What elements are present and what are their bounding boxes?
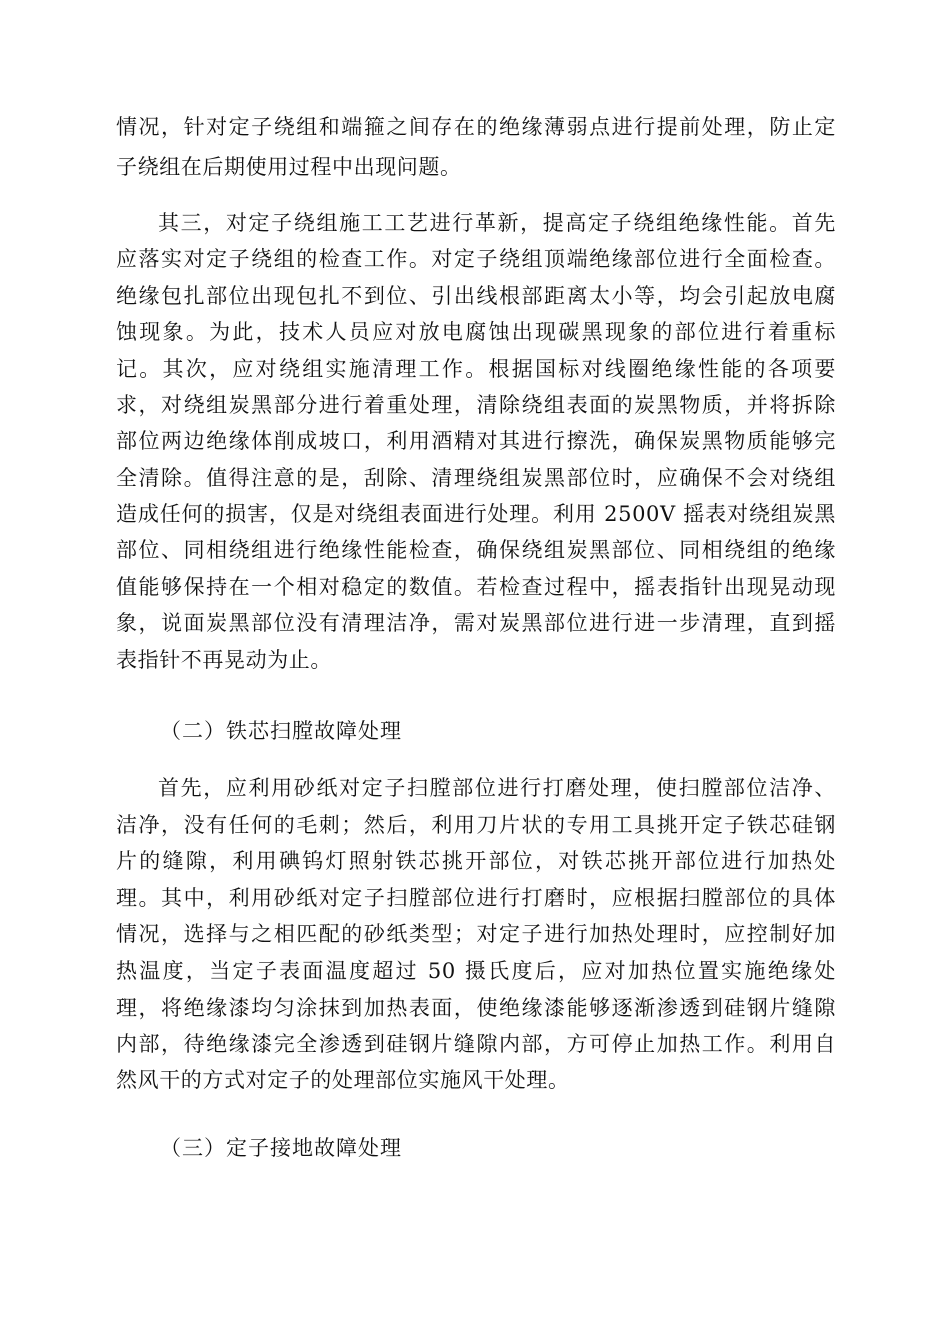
text-line: 值能够保持在一个相对稳定的数值。若检查过程中，摇表指针出现晃动现 (116, 575, 836, 599)
text-line: 内部，待绝缘漆完全渗透到硅钢片缝隙内部，方可停止加热工作。利用自 (116, 1032, 836, 1056)
text-line: 记。其次，应对绕组实施清理工作。根据国标对线圈绝缘性能的各项要 (116, 357, 836, 381)
section-heading: （二）铁芯扫膛故障处理 (160, 719, 402, 743)
text-line: 绝缘包扎部位出现包扎不到位、引出线根部距离太小等，均会引起放电腐 (116, 284, 836, 308)
text-line: 首先，应利用砂纸对定子扫膛部位进行打磨处理，使扫膛部位洁净、 (158, 776, 836, 800)
text-line: 情况，针对定子绕组和端箍之间存在的绝缘薄弱点进行提前处理，防止定 (116, 115, 836, 139)
text-line: 部位、同相绕组进行绝缘性能检查，确保绕组炭黑部位、同相绕组的绝缘 (116, 538, 836, 562)
text-line: 理。其中，利用砂纸对定子扫膛部位进行打磨时，应根据扫膛部位的具体 (116, 886, 836, 910)
text-line: 情况，选择与之相匹配的砂纸类型；对定子进行加热处理时，应控制好加 (116, 922, 836, 946)
text-line: 象，说面炭黑部位没有清理洁净，需对炭黑部位进行进一步清理，直到摇 (116, 611, 836, 635)
text-line: 然风干的方式对定子的处理部位实施风干处理。 (116, 1068, 570, 1092)
section-heading: （三）定子接地故障处理 (160, 1136, 402, 1160)
text-line: 应落实对定子绕组的检查工作。对定子绕组顶端绝缘部位进行全面检查。 (116, 247, 836, 271)
text-line: 部位两边绝缘体削成坡口，利用酒精对其进行擦洗，确保炭黑物质能够完 (116, 429, 836, 453)
text-line: 蚀现象。为此，技术人员应对放电腐蚀出现碳黑现象的部位进行着重标 (116, 320, 836, 344)
text-line: 其三，对定子绕组施工工艺进行革新，提高定子绕组绝缘性能。首先 (158, 211, 836, 235)
text-line: 子绕组在后期使用过程中出现问题。 (116, 155, 462, 179)
text-line: 理，将绝缘漆均匀涂抹到加热表面，使绝缘漆能够逐渐渗透到硅钢片缝隙 (116, 996, 836, 1020)
text-line: 片的缝隙，利用碘钨灯照射铁芯挑开部位，对铁芯挑开部位进行加热处 (116, 849, 836, 873)
text-line: 表指针不再晃动为止。 (116, 648, 332, 672)
text-line: 热温度，当定子表面温度超过 50 摄氏度后，应对加热位置实施绝缘处 (116, 959, 836, 983)
text-line: 洁净，没有任何的毛刺；然后，利用刀片状的专用工具挑开定子铁芯硅钢 (116, 813, 836, 837)
text-line: 求，对绕组炭黑部分进行着重处理，清除绕组表面的炭黑物质，并将拆除 (116, 393, 836, 417)
text-line: 造成任何的损害，仅是对绕组表面进行处理。利用 2500V 摇表对绕组炭黑 (116, 502, 836, 526)
text-line: 全清除。值得注意的是，刮除、清理绕组炭黑部位时，应确保不会对绕组 (116, 466, 836, 490)
